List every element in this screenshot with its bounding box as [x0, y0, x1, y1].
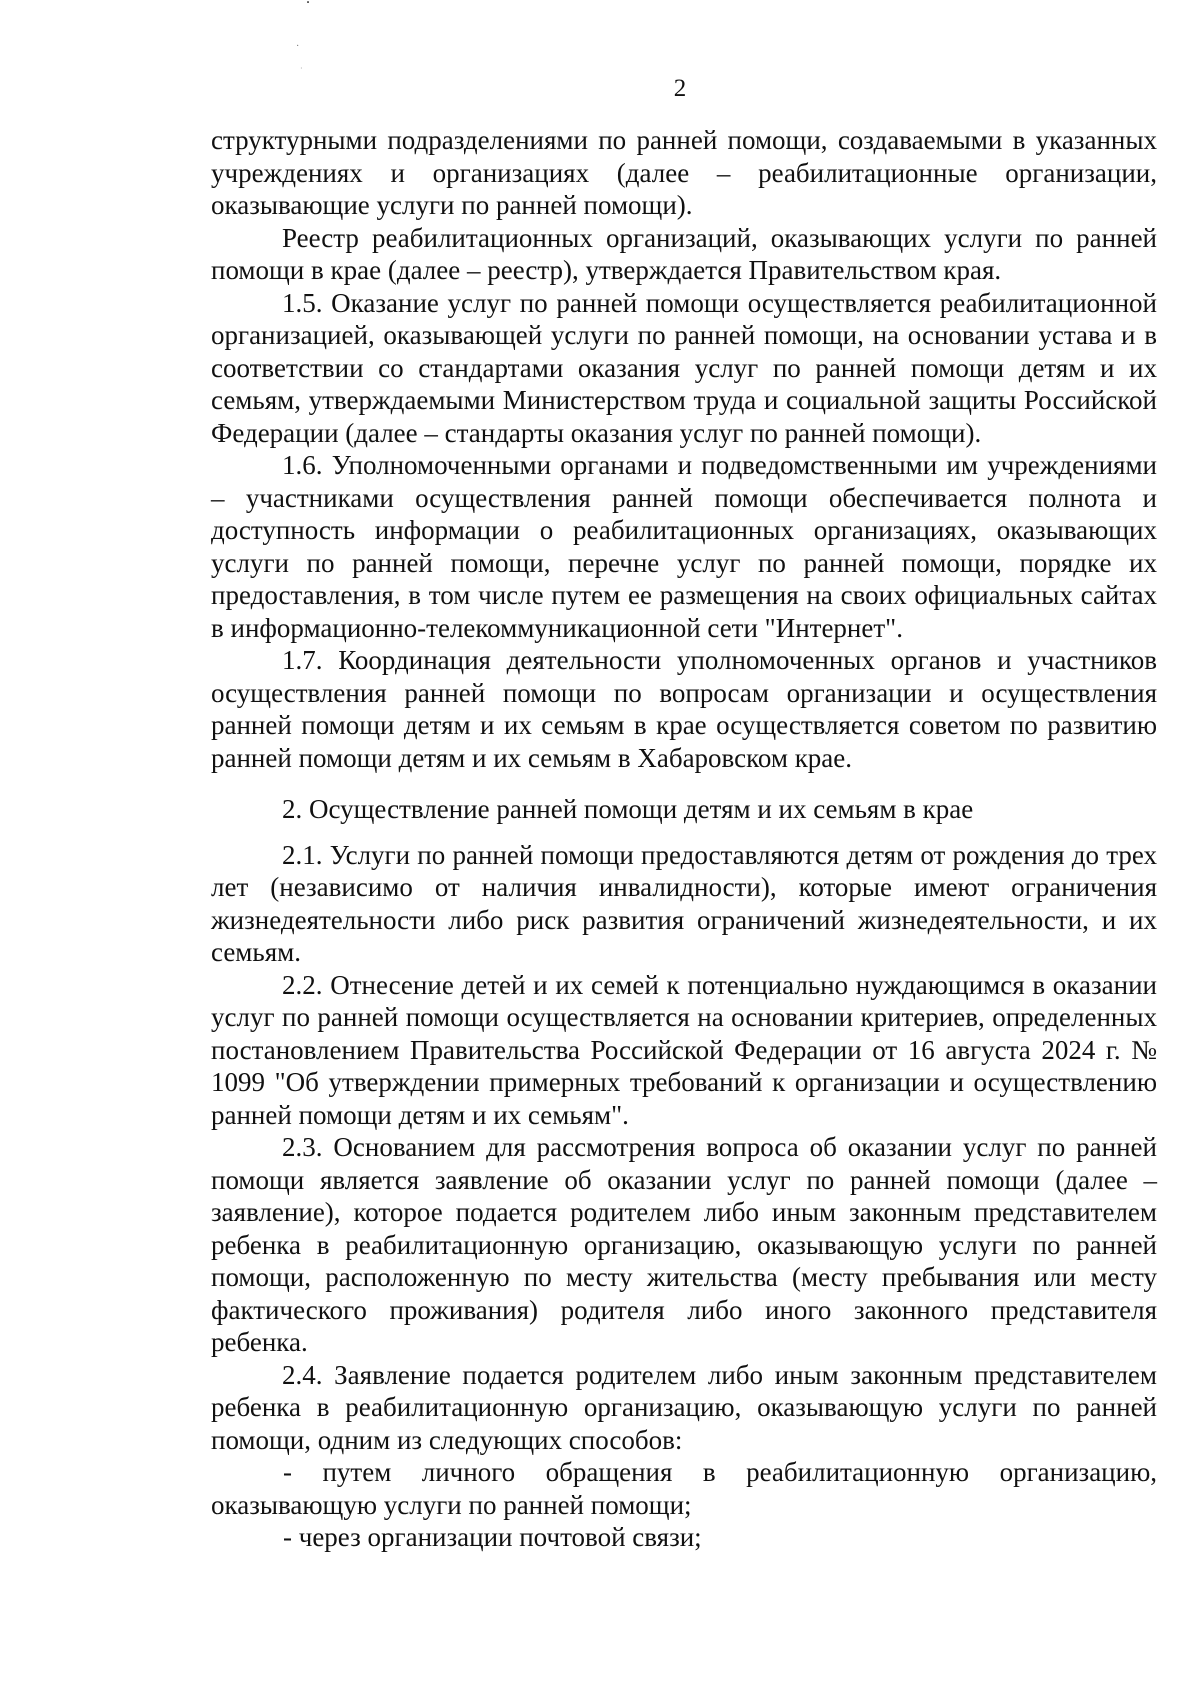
paragraph-2-1: 2.1. Услуги по ранней помощи предоставляются детям от рождения до трех лет (независимо от наличия инвалидности), которые имеют ограничения жизнедеятельности либо риск развития ограничений жизнедеятельности, и их семьям.: [211, 839, 1157, 967]
paragraph-2-4: 2.4. Заявление подается родителем либо иным законным представителем ребенка в реабилитационную организацию, оказывающую услуги по ранней помощи, одним из следующих способов:: [211, 1359, 1157, 1455]
scan-artifact-mark: ·: [300, 64, 303, 73]
page-number: 2: [673, 75, 687, 102]
paragraph-continuation: структурными подразделениями по ранней помощи, создаваемыми в указанных учреждениях и организациях (далее – реабилитационные организации, оказывающие услуги по ранней помощи).: [211, 125, 1157, 220]
document-body: [211, 124, 1157, 1554]
section-heading-2: 2. Осуществление ранней помощи детям и их семьям в крае: [282, 794, 974, 824]
paragraph-registry: Реестр реабилитационных организаций, оказывающих услуги по ранней помощи в крае (далее – реестр), утверждается Правительством края.: [211, 222, 1157, 285]
list-item-personal-visit: - путем личного обращения в реабилитационную организацию, оказывающую услуги по ранней помощи;: [211, 1457, 1157, 1520]
scan-artifact-mark: ˙: [305, 0, 311, 17]
paragraph-1-5: 1.5. Оказание услуг по ранней помощи осуществляется реабилитационной организацией, оказывающей услуги по ранней помощи, на основании устава и в соответствии со стандартами оказания услуг по ранней помощи детям и их семьям, утверждаемыми Министерством труда и социальной защиты Российской Федерации (далее – стандарты оказания услуг по ранней помощи).: [211, 287, 1157, 448]
list-item-postal: - через организации почтовой связи;: [283, 1522, 702, 1552]
paragraph-1-7: 1.7. Координация деятельности уполномоченных органов и участников осуществления ранней помощи по вопросам организации и осуществления ранней помощи детям и их семьям в крае осуществляется советом по развитию ранней помощи детям и их семьям в Хабаровском крае.: [211, 645, 1157, 773]
scan-artifact-mark: ·: [296, 41, 300, 52]
paragraph-2-2: 2.2. Отнесение детей и их семей к потенциально нуждающимся в оказании услуг по ранней помощи осуществляется на основании критериев, определенных постановлением Правительства Российской Федерации от 16 августа 2024 г. № 1099 "Об утверждении примерных требований к организации и осуществлению ранней помощи детям и их семьям".: [211, 969, 1157, 1130]
paragraph-2-3: 2.3. Основанием для рассмотрения вопроса об оказании услуг по ранней помощи является заявление об оказании услуг по ранней помощи (далее – заявление), которое подается родителем либо иным законным представителем ребенка в реабилитационную организацию, оказывающую услуги по ранней помощи, расположенную по месту жительства (месту пребывания или месту фактического проживания) родителя либо иного законного представителя ребенка.: [211, 1132, 1157, 1357]
paragraph-1-6: 1.6. Уполномоченными органами и подведомственными им учреждениями – участниками осуществления ранней помощи обеспечивается полнота и доступность информации о реабилитационных организациях, оказывающих услуги по ранней помощи, перечне услуг по ранней помощи, порядке их предоставления, в том числе путем ее размещения на своих официальных сайтах в информационно-телекоммуникационной сети "Интернет".: [211, 450, 1157, 643]
